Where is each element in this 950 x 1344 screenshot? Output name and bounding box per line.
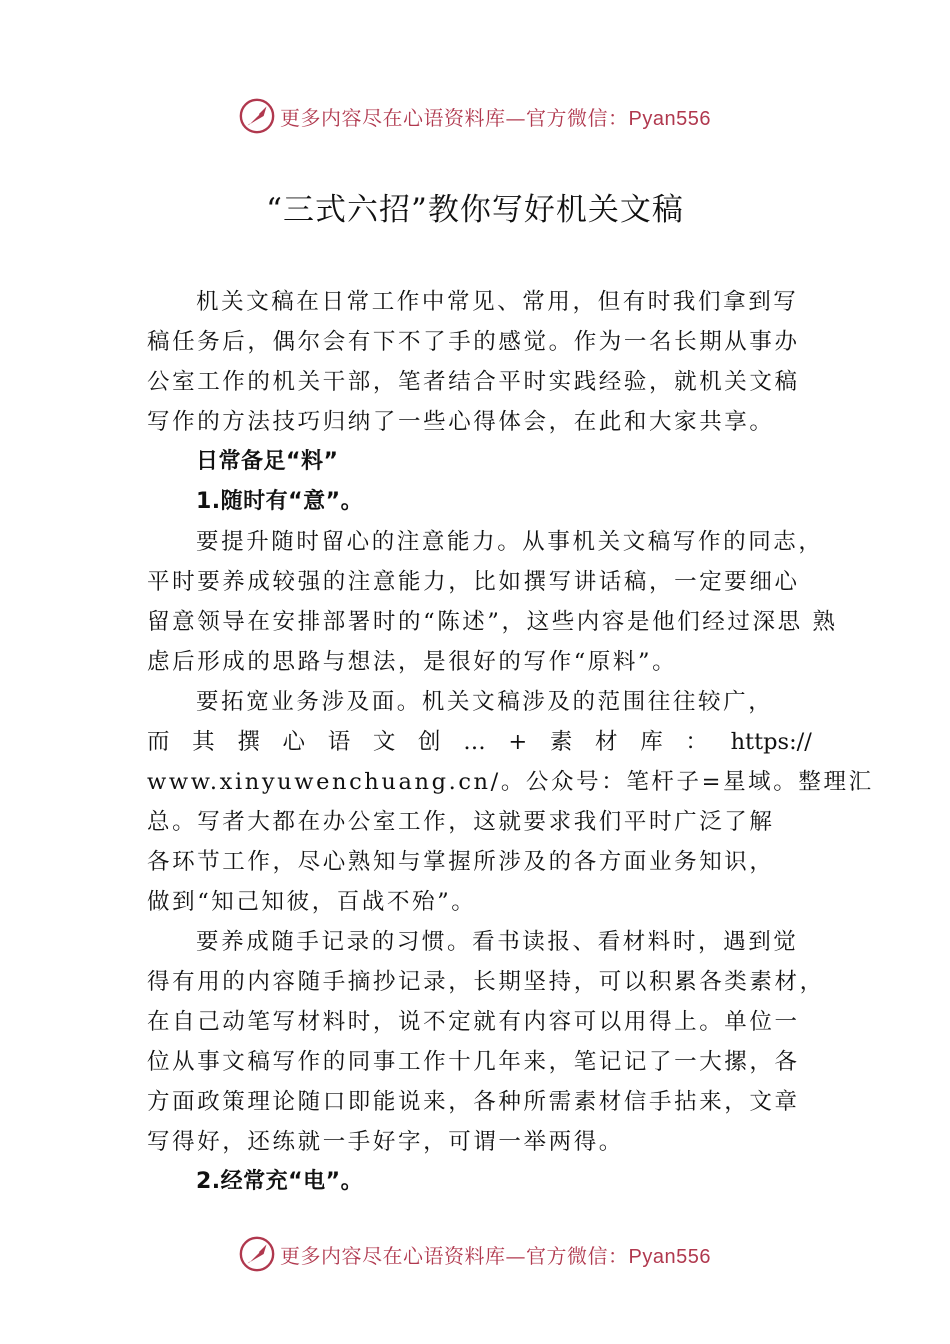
justified-char: 素: [549, 729, 573, 755]
paragraph-line: 公室工作的机关干部，笔者结合平时实践经验，就机关文稿: [147, 369, 800, 395]
justified-line: [147, 722, 812, 762]
subsection-heading: 1.随时有“意”。: [196, 489, 364, 514]
justified-char: 而: [147, 729, 170, 755]
paragraph-line: 稿任务后，偶尔会有下不了手的感觉。作为一名长期从事办: [147, 329, 800, 355]
paragraph-line: 写作的方法技巧归纳了一些心得体会，在此和大家共享。: [147, 409, 775, 435]
justified-char: 库: [640, 729, 663, 755]
paragraph-line: 平时要养成较强的注意能力，比如撰写讲话稿，一定要细心: [147, 569, 800, 595]
paragraph-line: 各环节工作，尽心熟知与掌握所涉及的各方面业务知识，: [147, 849, 775, 875]
justified-char: 创: [418, 729, 441, 755]
footer-watermark: [238, 1234, 711, 1274]
paragraph-line: 得有用的内容随手摘抄记录，长期坚持，可以积累各类素材，: [147, 969, 825, 995]
watermark-text: 更多内容尽在心语资料库—官方微信：Pyan556: [280, 105, 711, 130]
subsection-heading: 2.经常充“电”。: [196, 1169, 364, 1194]
quill-logo-icon: [238, 1235, 276, 1273]
paragraph-line: 位从事文稿写作的同事工作十几年来，笔记记了一大摞，各: [147, 1049, 800, 1075]
document-body: [147, 282, 874, 1202]
justified-char: ：: [685, 729, 708, 755]
justified-char: 文: [372, 729, 396, 755]
justified-char: 材: [595, 729, 618, 755]
header-watermark: [238, 96, 711, 136]
document-title: “三式六招”教你写好机关文稿: [266, 192, 684, 228]
watermark-text: 更多内容尽在心语资料库—官方微信：Pyan556: [280, 1243, 711, 1268]
paragraph-line: 要养成随手记录的习惯。看书读报、看材料时，遇到觉: [196, 929, 799, 955]
justified-char: 语: [327, 729, 351, 755]
paragraph-line: www.xinyuwenchuang.cn/。公众号：笔杆子=星域。整理汇: [147, 769, 874, 795]
paragraph-line: 总。写者大都在办公室工作，这就要求我们平时广泛了解: [147, 809, 775, 835]
paragraph-line: 方面政策理论随口即能说来，各种所需素材信手拈来，文章: [147, 1089, 800, 1115]
justified-char: +: [508, 729, 528, 755]
justified-char: 其: [192, 729, 215, 755]
justified-char: 心: [282, 729, 306, 755]
paragraph-line: 虑后形成的思路与想法，是很好的写作“原料”。: [147, 649, 678, 675]
paragraph-line: 要拓宽业务涉及面。机关文稿涉及的范围往往较广，: [196, 689, 774, 715]
paragraph-line: 做到“知己知彼，百战不殆”。: [147, 889, 477, 915]
justified-url: https://: [730, 729, 812, 755]
paragraph-line: 留意领导在安排部署时的“陈述”，这些内容是他们经过深思 熟: [147, 609, 838, 635]
paragraph-line: 要提升随时留心的注意能力。从事机关文稿写作的同志，: [196, 529, 824, 555]
paragraph-line: 写得好，还练就一手好字，可谓一举两得。: [147, 1129, 624, 1155]
justified-char: 撰: [237, 729, 260, 755]
paragraph-line: 机关文稿在日常工作中常见、常用，但有时我们拿到写: [196, 289, 799, 315]
section-heading: 日常备足“料”: [196, 449, 339, 474]
justified-char: …: [463, 729, 486, 755]
quill-logo-icon: [238, 97, 276, 135]
paragraph-line: 在自己动笔写材料时，说不定就有内容可以用得上。单位一: [147, 1009, 800, 1035]
